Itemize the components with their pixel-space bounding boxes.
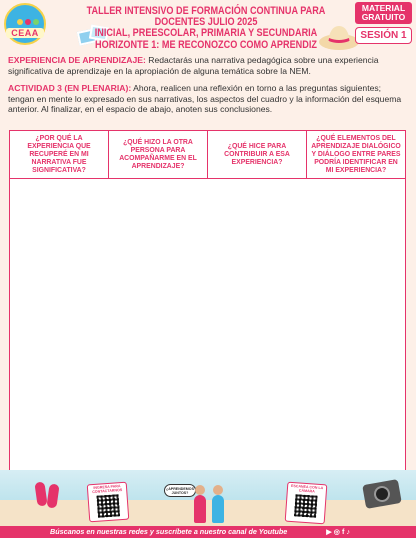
social-icons[interactable]: ▶ ◎ f ♪ xyxy=(326,527,350,536)
header xyxy=(0,0,416,52)
contact-qr-label: INGRESA PARA CONTACTARNOS xyxy=(92,484,123,495)
footer-tagline: Búscanos en nuestras redes y suscríbete a nuestro canal de Youtube xyxy=(50,527,288,536)
conclusions-writing-area[interactable] xyxy=(10,179,405,476)
badge-box xyxy=(355,2,412,44)
footer-bar xyxy=(0,526,416,538)
learning-experience-label: EXPERIENCIA DE APRENDIZAJE: xyxy=(8,55,146,65)
page-title xyxy=(80,6,331,51)
activity-3-text: ACTIVIDAD 3 (EN PLENARIA): Ahora, realicen una reflexión en torno a las preguntas siguientes; tengan en mente lo expresado en sus narrativas, los aspectos del cuadro y la información del esquema anterior. Al finalizar, en el espacio de abajo, anoten sus conclusiones. xyxy=(8,83,402,115)
logo-text: CEAA xyxy=(6,28,44,38)
contact-qr-card[interactable] xyxy=(87,482,130,523)
reflection-table xyxy=(9,130,406,477)
title-line-3: HORIZONTE 1: ME RECONOZCO COMO APRENDIZ xyxy=(95,38,317,51)
title-line-1: TALLER INTENSIVO DE FORMACIÓN CONTINUA PARA DOCENTES JULIO 2025 xyxy=(86,5,326,29)
ceaa-logo xyxy=(4,3,46,45)
session-badge: SESIÓN 1 xyxy=(355,27,412,44)
youtube-qr-card[interactable] xyxy=(285,482,328,525)
table-header-row xyxy=(10,131,405,179)
column-header-2: ¿QUÉ HIZO LA OTRA PERSONA PARA ACOMPAÑARME EN EL APRENDIZAJE? xyxy=(109,131,208,178)
qr-code-icon xyxy=(294,494,317,517)
activity-3-label: ACTIVIDAD 3 (EN PLENARIA): xyxy=(8,83,132,93)
column-header-1: ¿POR QUÉ LA EXPERIENCIA QUE RECUPERÉ EN MI NARRATIVA FUE SIGNIFICATIVA? xyxy=(10,131,109,178)
sun-hat-icon xyxy=(318,20,360,54)
learning-experience-text: EXPERIENCIA DE APRENDIZAJE: Redactarás una narrativa pedagógica sobre una experiencia significativa de aprendizaje en la apropiación de alguna temática sobre la NEM. xyxy=(8,55,379,76)
free-material-badge: MATERIAL GRATUITO xyxy=(355,2,412,24)
column-header-4: ¿QUÉ ELEMENTOS DEL APRENDIZAJE DIALÓGICO Y DIÁLOGO ENTRE PARES PODRÍA IDENTIFICAR EN MI EXPERIENCIA? xyxy=(311,134,401,174)
qr-code-icon xyxy=(97,494,120,517)
title-line-2: INICIAL, PREESCOLAR, PRIMARIA Y SECUNDARIA xyxy=(94,27,318,40)
speech-bubble: ¿APRENDEMOS JUNTOS? xyxy=(164,484,196,497)
logo-figures-icon xyxy=(16,13,42,27)
youtube-qr-label: ESCANEA CON LA CÁMARA xyxy=(290,483,324,494)
teachers-illustration xyxy=(184,485,240,525)
column-header-3: ¿QUÉ HICE PARA CONTRIBUIR A ESA EXPERIENCIA? xyxy=(208,131,307,178)
flip-flops-icon xyxy=(34,480,60,510)
